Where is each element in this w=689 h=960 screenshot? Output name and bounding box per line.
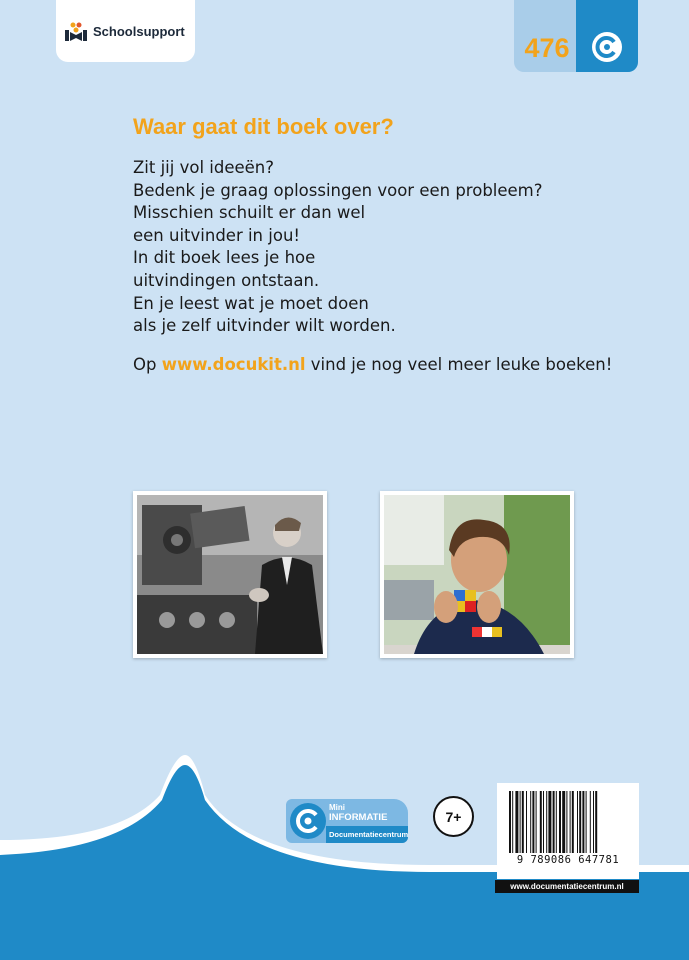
isbn-barcode — [497, 783, 639, 879]
description-line: Bedenk je graag oplossingen voor een probleem? — [133, 180, 543, 200]
series-tab — [514, 0, 638, 72]
spiral-c-icon — [288, 801, 328, 841]
description-line: In dit boek lees je hoe — [133, 248, 316, 268]
badge-mini-label: Mini — [329, 803, 345, 812]
series-number: 476 — [524, 33, 570, 63]
documentatiecentrum-logo — [576, 0, 638, 72]
website-prefix: Op — [133, 355, 157, 374]
description-line: En je leest wat je moet doen — [133, 293, 369, 313]
docukit-link[interactable]: www.docukit.nl — [161, 355, 306, 374]
book-people-icon — [64, 20, 88, 42]
isbn-number: 9 789086 647781 — [516, 854, 620, 866]
page-heading: Waar gaat dit boek over? — [133, 114, 394, 139]
spiral-c-icon — [590, 30, 624, 64]
website-suffix: vind je nog veel meer leuke boeken! — [310, 355, 613, 374]
brand-name: Schoolsupport — [93, 23, 185, 39]
description-line: Misschien schuilt er dan wel — [133, 203, 366, 223]
badge-info-label: INFORMATIE — [329, 812, 388, 823]
schoolsupport-logo — [56, 0, 195, 62]
description-line: een uitvinder in jou! — [133, 225, 301, 245]
description-line: uitvindingen ontstaan. — [133, 270, 320, 290]
description-line: als je zelf uitvinder wilt worden. — [133, 316, 396, 336]
site-url[interactable]: www.documentatiecentrum.nl — [495, 880, 639, 893]
mini-informatie-badge — [286, 799, 408, 843]
website-line — [133, 355, 612, 374]
description-line: Zit jij vol ideeën? — [133, 158, 275, 177]
barcode-bars — [509, 791, 627, 853]
historic-inventor-photo — [133, 491, 327, 658]
badge-center-label: Documentatiecentrum — [326, 826, 408, 843]
boy-rubiks-cube-photo — [380, 491, 574, 658]
age-rating: 7+ — [433, 796, 474, 837]
description-text — [133, 157, 543, 338]
